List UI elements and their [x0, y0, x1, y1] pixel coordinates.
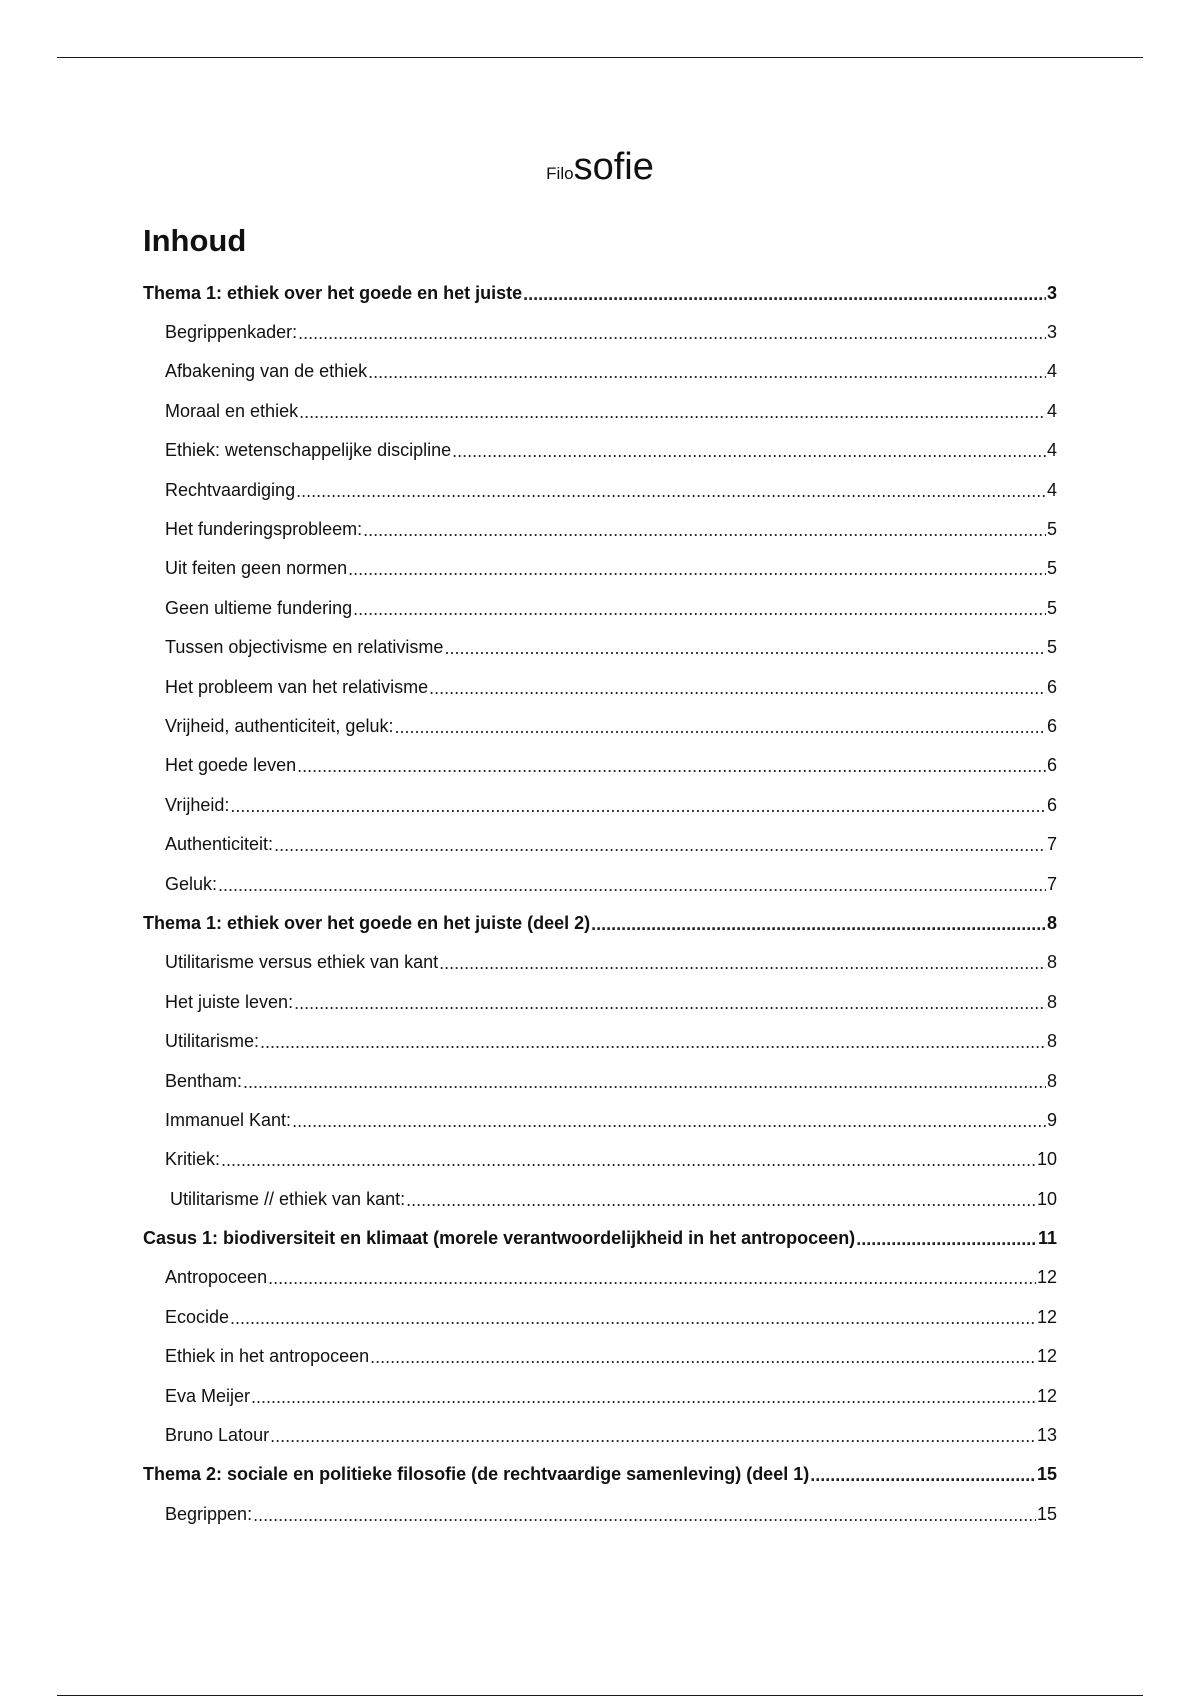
toc-entry-page: 8 — [1046, 912, 1057, 933]
toc-dot-leader — [353, 600, 1046, 618]
toc-entry-page: 5 — [1046, 597, 1057, 618]
toc-entry-title: Vrijheid, authenticiteit, geluk: — [165, 715, 394, 736]
toc-dot-leader — [368, 363, 1046, 381]
toc-entry-section[interactable] — [143, 1021, 1057, 1060]
toc-dot-leader — [268, 1269, 1036, 1287]
toc-entry-section[interactable] — [143, 588, 1057, 627]
toc-entry-section[interactable] — [143, 1061, 1057, 1100]
toc-entry-title: Ecocide — [165, 1306, 230, 1327]
toc-entry-chapter[interactable] — [143, 273, 1057, 312]
toc-entry-title: Rechtvaardiging — [165, 479, 296, 500]
toc-entry-title: Bruno Latour — [165, 1425, 270, 1446]
toc-dot-leader — [221, 1151, 1036, 1169]
toc-entry-section[interactable] — [143, 1100, 1057, 1139]
toc-entry-title: Moraal en ethiek — [165, 400, 299, 421]
toc-entry-title: Geluk: — [165, 873, 218, 894]
toc-entry-section[interactable] — [143, 549, 1057, 588]
toc-entry-section[interactable] — [143, 943, 1057, 982]
toc-entry-chapter[interactable] — [143, 903, 1057, 942]
toc-entry-title: Afbakening van de ethiek — [165, 361, 368, 382]
toc-dot-leader — [274, 836, 1046, 854]
document-title-large: sofie — [573, 146, 654, 188]
toc-entry-section[interactable] — [143, 1297, 1057, 1336]
toc-entry-title: Thema 1: ethiek over het goede en het juiste — [143, 282, 523, 303]
toc-entry-title: Het probleem van het relativisme — [165, 676, 429, 697]
toc-dot-leader — [370, 1348, 1036, 1366]
toc-entry-title: Geen ultieme fundering — [165, 597, 353, 618]
toc-entry-title: Thema 2: sociale en politieke filosofie (de rechtvaardige samenleving) (deel 1) — [143, 1464, 810, 1485]
toc-entry-section[interactable] — [143, 509, 1057, 548]
toc-entry-section[interactable] — [143, 706, 1057, 745]
toc-entry-section[interactable] — [143, 785, 1057, 824]
toc-entry-page: 7 — [1046, 834, 1057, 855]
toc-entry-title: Ethiek in het antropoceen — [165, 1346, 370, 1367]
toc-entry-page: 4 — [1046, 479, 1057, 500]
toc-entry-page: 3 — [1046, 322, 1057, 343]
toc-entry-title: Het funderingsprobleem: — [165, 519, 363, 540]
toc-entry-section[interactable] — [143, 1494, 1057, 1533]
toc-entry-title: Tussen objectivisme en relativisme — [165, 637, 444, 658]
toc-dot-leader — [253, 1506, 1036, 1524]
toc-entry-section[interactable] — [143, 431, 1057, 470]
toc-entry-title: Ethiek: wetenschappelijke discipline — [165, 440, 452, 461]
toc-dot-leader — [218, 876, 1046, 894]
toc-entry-section[interactable] — [143, 628, 1057, 667]
toc-entry-page: 4 — [1046, 361, 1057, 382]
toc-entry-section[interactable] — [143, 746, 1057, 785]
toc-entry-title: Immanuel Kant: — [165, 1109, 292, 1130]
toc-dot-leader — [251, 1388, 1036, 1406]
toc-entry-page: 9 — [1046, 1109, 1057, 1130]
toc-entry-page: 4 — [1046, 400, 1057, 421]
toc-entry-title: Antropoceen — [165, 1267, 268, 1288]
toc-entry-title: Het juiste leven: — [165, 991, 294, 1012]
toc-entry-page: 10 — [1036, 1188, 1057, 1209]
toc-entry-page: 3 — [1046, 282, 1057, 303]
toc-entry-title: Casus 1: biodiversiteit en klimaat (morele verantwoordelijkheid in het antropoceen) — [143, 1228, 856, 1249]
toc-entry-section[interactable] — [143, 1179, 1057, 1218]
toc-entry-page: 8 — [1046, 952, 1057, 973]
toc-entry-title: Begrippen: — [165, 1503, 253, 1524]
toc-entry-page: 12 — [1036, 1385, 1057, 1406]
toc-dot-leader — [260, 1033, 1046, 1051]
toc-entry-page: 8 — [1046, 1031, 1057, 1052]
document-title-small: Filo — [546, 164, 574, 183]
document-title — [0, 148, 1200, 186]
toc-entry-section[interactable] — [143, 391, 1057, 430]
toc-entry-page: 11 — [1037, 1228, 1057, 1249]
toc-entry-section[interactable] — [143, 1337, 1057, 1376]
toc-entry-section[interactable] — [143, 352, 1057, 391]
toc-entry-page: 13 — [1036, 1425, 1057, 1446]
toc-entry-title: Utilitarisme versus ethiek van kant — [165, 952, 439, 973]
toc-dot-leader — [299, 403, 1046, 421]
toc-entry-page: 10 — [1036, 1149, 1057, 1170]
toc-dot-leader — [394, 718, 1046, 736]
toc-entry-page: 15 — [1036, 1464, 1057, 1485]
toc-dot-leader — [429, 679, 1046, 697]
toc-entry-page: 12 — [1036, 1346, 1057, 1367]
toc-entry-title: Het goede leven — [165, 755, 297, 776]
toc-dot-leader — [406, 1191, 1036, 1209]
toc-entry-page: 4 — [1046, 440, 1057, 461]
toc-entry-section[interactable] — [143, 1415, 1057, 1454]
toc-dot-leader — [856, 1230, 1037, 1248]
toc-dot-leader — [523, 285, 1046, 303]
toc-entry-title: Utilitarisme: — [165, 1031, 260, 1052]
toc-entry-section[interactable] — [143, 667, 1057, 706]
toc-entry-page: 6 — [1046, 676, 1057, 697]
toc-entry-page: 8 — [1046, 1070, 1057, 1091]
toc-entry-section[interactable] — [143, 1258, 1057, 1297]
toc-entry-section[interactable] — [143, 1140, 1057, 1179]
toc-dot-leader — [444, 639, 1046, 657]
toc-entry-page: 12 — [1036, 1306, 1057, 1327]
toc-dot-leader — [292, 1112, 1046, 1130]
toc-entry-title: Bentham: — [165, 1070, 243, 1091]
toc-dot-leader — [296, 482, 1046, 500]
toc-entry-section[interactable] — [143, 1376, 1057, 1415]
footer-rule — [57, 1695, 1143, 1696]
toc-dot-leader — [452, 442, 1046, 460]
toc-entry-page: 6 — [1046, 715, 1057, 736]
toc-entry-section[interactable] — [143, 864, 1057, 903]
toc-entry-title: Uit feiten geen normen — [165, 558, 348, 579]
toc-dot-leader — [363, 521, 1046, 539]
toc-dot-leader — [230, 1309, 1036, 1327]
toc-entry-section[interactable] — [143, 312, 1057, 351]
toc-entry-title: Utilitarisme // ethiek van kant: — [170, 1188, 406, 1209]
toc-dot-leader — [591, 915, 1046, 933]
toc-entry-chapter[interactable] — [143, 1218, 1057, 1257]
table-of-contents — [143, 273, 1057, 1534]
toc-entry-page: 15 — [1036, 1503, 1057, 1524]
toc-entry-chapter[interactable] — [143, 1455, 1057, 1494]
toc-entry-title: Begrippenkader: — [165, 322, 298, 343]
toc-entry-title: Eva Meijer — [165, 1385, 251, 1406]
toc-entry-section[interactable] — [143, 470, 1057, 509]
toc-entry-page: 12 — [1036, 1267, 1057, 1288]
toc-entry-page: 6 — [1046, 755, 1057, 776]
toc-dot-leader — [298, 324, 1046, 342]
toc-entry-page: 8 — [1046, 991, 1057, 1012]
toc-entry-section[interactable] — [143, 824, 1057, 863]
toc-dot-leader — [230, 797, 1046, 815]
toc-entry-title: Authenticiteit: — [165, 834, 274, 855]
toc-entry-page: 6 — [1046, 794, 1057, 815]
header-rule — [57, 57, 1143, 58]
toc-entry-page: 5 — [1046, 637, 1057, 658]
toc-dot-leader — [297, 757, 1046, 775]
toc-dot-leader — [810, 1466, 1036, 1484]
toc-entry-title: Vrijheid: — [165, 794, 230, 815]
toc-dot-leader — [270, 1427, 1036, 1445]
toc-entry-title: Thema 1: ethiek over het goede en het juiste (deel 2) — [143, 912, 591, 933]
toc-entry-page: 5 — [1046, 519, 1057, 540]
toc-entry-section[interactable] — [143, 982, 1057, 1021]
toc-entry-page: 5 — [1046, 558, 1057, 579]
toc-heading: Inhoud — [143, 223, 247, 258]
toc-dot-leader — [439, 954, 1046, 972]
toc-dot-leader — [294, 994, 1046, 1012]
toc-entry-page: 7 — [1046, 873, 1057, 894]
toc-dot-leader — [243, 1073, 1046, 1091]
toc-entry-title: Kritiek: — [165, 1149, 221, 1170]
toc-dot-leader — [348, 560, 1046, 578]
